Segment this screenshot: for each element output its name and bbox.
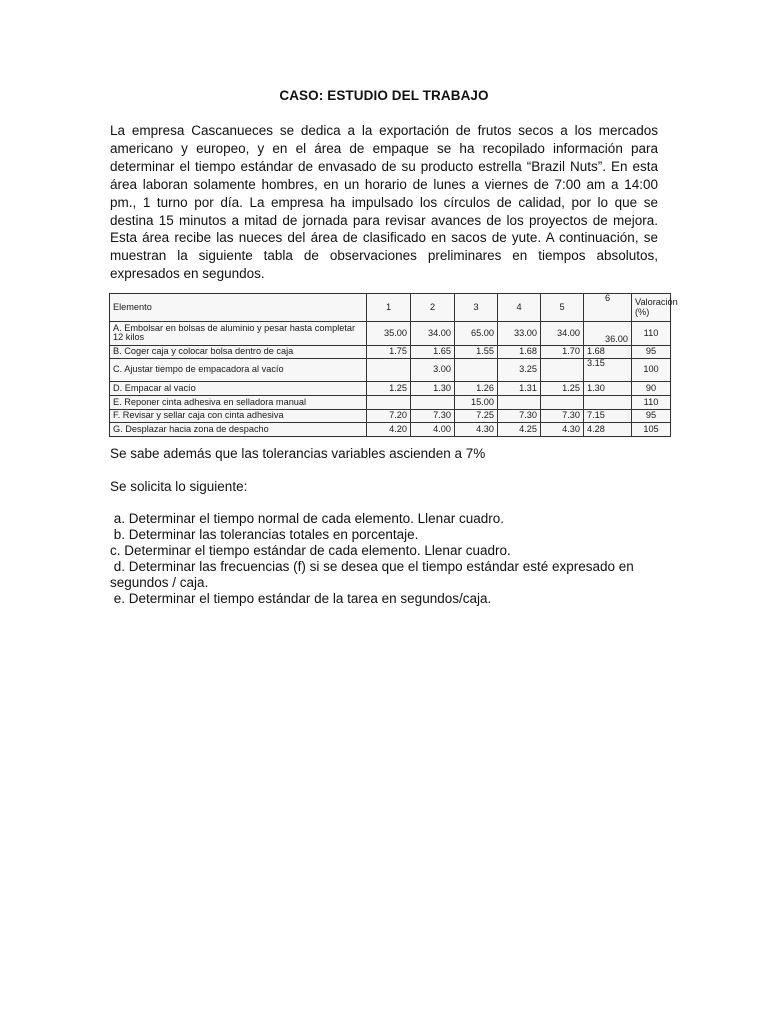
cell-obs-5: 34.00 bbox=[541, 322, 584, 345]
header-obs-4: 4 bbox=[498, 294, 541, 322]
cell-obs-3: 1.26 bbox=[455, 382, 498, 396]
cell-obs-3: 65.00 bbox=[455, 322, 498, 345]
header-obs-1: 1 bbox=[367, 294, 411, 322]
observations-table bbox=[109, 293, 678, 437]
cell-obs-1: 7.20 bbox=[367, 409, 411, 423]
table-row bbox=[110, 382, 671, 396]
cell-obs-6: 7.15 bbox=[584, 409, 632, 423]
cell-obs-2: 34.00 bbox=[411, 322, 455, 345]
header-obs-5: 5 bbox=[541, 294, 584, 322]
cell-obs-4: 33.00 bbox=[498, 322, 541, 345]
cell-obs-6: 36.00 bbox=[584, 322, 632, 345]
row-element-label: C. Ajustar tiempo de empacadora al vacío bbox=[110, 359, 367, 382]
table-row bbox=[110, 423, 671, 437]
cell-obs-6: 1.68 bbox=[584, 345, 632, 359]
intro-paragraph: La empresa Cascanueces se dedica a la exportación de frutos secos a los mercados americano y europeo, y en el área de empaque se ha recopilado información para determinar el tiempo estándar de envasado de su producto estrella “Brazil Nuts”. En esta área laboran solamente hombres, en un horario de lunes a viernes de 7:00 am a 14:00 pm., 1 turno por día. La empresa ha impulsado los círculos de calidad, por lo que se destina 15 minutos a mitad de jornada para revisar avances de los proyectos de mejora. Esta área recibe las nueces del área de clasificado en sacos de yute. A continuación, se muestran la siguiente tabla de observaciones preliminares en tiempos absolutos, expresados en segundos. bbox=[110, 123, 658, 282]
cell-obs-3: 15.00 bbox=[455, 395, 498, 409]
cell-obs-4 bbox=[498, 395, 541, 409]
cell-obs-1 bbox=[367, 395, 411, 409]
observations-table-image bbox=[108, 292, 678, 438]
cell-obs-4: 1.68 bbox=[498, 345, 541, 359]
cell-obs-4: 1.31 bbox=[498, 382, 541, 396]
header-rating: Valoración (%) bbox=[632, 294, 671, 322]
cell-obs-3: 1.55 bbox=[455, 345, 498, 359]
cell-obs-2 bbox=[411, 395, 455, 409]
row-element-label: D. Empacar al vacío bbox=[110, 382, 367, 396]
task-item-d: d. Determinar las frecuencias (f) si se desea que el tiempo estándar esté expresado en segundos / caja. bbox=[110, 559, 638, 590]
cell-obs-1: 4.20 bbox=[367, 423, 411, 437]
document-title: CASO: ESTUDIO DEL TRABAJO bbox=[279, 88, 489, 103]
cell-obs-5 bbox=[541, 395, 584, 409]
task-item-c: c. Determinar el tiempo estándar de cada elemento. Llenar cuadro. bbox=[110, 543, 511, 558]
task-item-b: b. Determinar las tolerancias totales en porcentaje. bbox=[110, 527, 419, 542]
cell-obs-5: 1.70 bbox=[541, 345, 584, 359]
cell-obs-4: 3.25 bbox=[498, 359, 541, 382]
cell-obs-1 bbox=[367, 359, 411, 382]
cell-obs-6 bbox=[584, 395, 632, 409]
cell-obs-4: 7.30 bbox=[498, 409, 541, 423]
cell-obs-4: 4.25 bbox=[498, 423, 541, 437]
cell-rating: 95 bbox=[632, 345, 671, 359]
cell-obs-2: 1.30 bbox=[411, 382, 455, 396]
cell-obs-2: 3.00 bbox=[411, 359, 455, 382]
cell-obs-3: 4.30 bbox=[455, 423, 498, 437]
cell-obs-1: 1.25 bbox=[367, 382, 411, 396]
task-item-e: e. Determinar el tiempo estándar de la tarea en segundos/caja. bbox=[110, 591, 492, 606]
header-obs-2: 2 bbox=[411, 294, 455, 322]
cell-rating: 95 bbox=[632, 409, 671, 423]
tolerance-note: Se sabe además que las tolerancias variables ascienden a 7% bbox=[110, 446, 486, 461]
cell-obs-5: 7.30 bbox=[541, 409, 584, 423]
row-element-label: A. Embolsar en bolsas de aluminio y pesar hasta completar 12 kilos bbox=[110, 322, 367, 345]
cell-rating: 100 bbox=[632, 359, 671, 382]
header-obs-6: 6 bbox=[584, 294, 632, 322]
cell-obs-1: 35.00 bbox=[367, 322, 411, 345]
cell-obs-2: 1.65 bbox=[411, 345, 455, 359]
cell-rating: 105 bbox=[632, 423, 671, 437]
cell-obs-5: 4.30 bbox=[541, 423, 584, 437]
table-row bbox=[110, 322, 671, 345]
cell-rating: 110 bbox=[632, 395, 671, 409]
header-element: Elemento bbox=[110, 294, 367, 322]
cell-obs-5 bbox=[541, 359, 584, 382]
row-element-label: G. Desplazar hacia zona de despacho bbox=[110, 423, 367, 437]
header-obs-3: 3 bbox=[455, 294, 498, 322]
cell-obs-6: 3.15 bbox=[584, 359, 632, 382]
table-row bbox=[110, 395, 671, 409]
cell-obs-3: 7.25 bbox=[455, 409, 498, 423]
cell-obs-6: 4.28 bbox=[584, 423, 632, 437]
row-element-label: E. Reponer cinta adhesiva en selladora manual bbox=[110, 395, 367, 409]
cell-rating: 90 bbox=[632, 382, 671, 396]
cell-obs-5: 1.25 bbox=[541, 382, 584, 396]
row-element-label: F. Revisar y sellar caja con cinta adhesiva bbox=[110, 409, 367, 423]
request-heading: Se solicita lo siguiente: bbox=[110, 479, 248, 494]
table-header-row bbox=[110, 294, 671, 322]
table-row bbox=[110, 345, 671, 359]
cell-obs-2: 7.30 bbox=[411, 409, 455, 423]
table-row bbox=[110, 409, 671, 423]
cell-obs-3 bbox=[455, 359, 498, 382]
row-element-label: B. Coger caja y colocar bolsa dentro de caja bbox=[110, 345, 367, 359]
cell-rating: 110 bbox=[632, 322, 671, 345]
cell-obs-6: 1.30 bbox=[584, 382, 632, 396]
table-row bbox=[110, 359, 671, 382]
cell-obs-1: 1.75 bbox=[367, 345, 411, 359]
cell-obs-2: 4.00 bbox=[411, 423, 455, 437]
task-item-a: a. Determinar el tiempo normal de cada elemento. Llenar cuadro. bbox=[110, 511, 504, 526]
task-list bbox=[110, 511, 662, 607]
